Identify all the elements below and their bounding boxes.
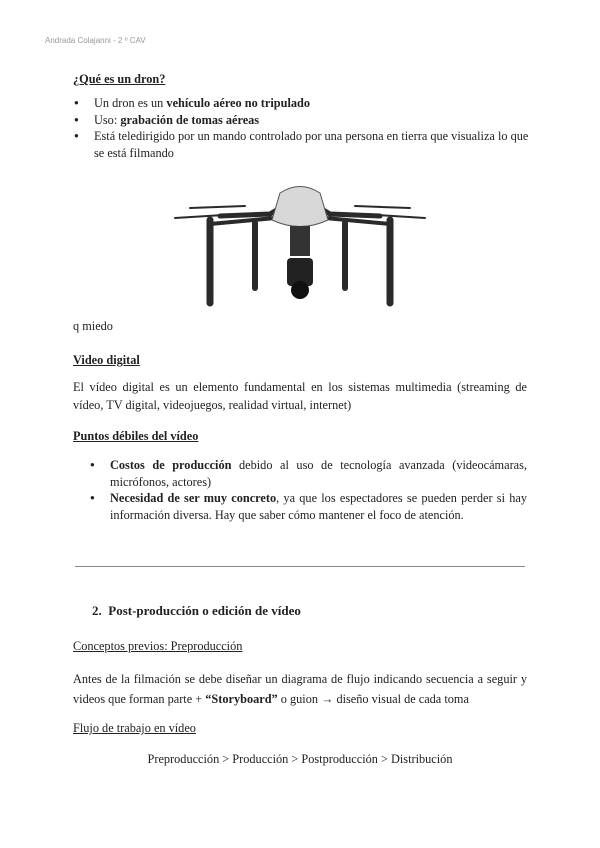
- section-title-weak: Puntos débiles del vídeo: [73, 429, 199, 443]
- divider: [75, 566, 525, 567]
- list-item: ● Está teledirigido por un mando controlado por una persona en tierra que visualiza lo que se está filmando: [74, 128, 534, 161]
- flow-text: Preproducción > Producción > Postproducción > Distribución: [147, 752, 453, 766]
- concepts-paragraph: Antes de la filmación se debe diseñar un diagrama de flujo indicando secuencia a seguir y videos que forman parte + “Storyboard” o guion → diseño visual de cada toma: [73, 672, 527, 706]
- section-title-video: Video digital: [73, 353, 140, 367]
- drone-image: [170, 178, 430, 310]
- list-item: ● Costos de producción debido al uso de tecnología avanzada (videocámaras, micrófonos, actores): [90, 457, 527, 490]
- page-header: Andrada Colajanni - 2 º CAV: [45, 36, 146, 45]
- section-2-heading: 2. Post-producción o edición de vídeo: [92, 603, 301, 618]
- weak-list: [90, 457, 527, 523]
- note-text: q miedo: [73, 319, 113, 333]
- section-title-dron: ¿Qué es un dron?: [73, 72, 166, 86]
- concepts-title: Conceptos previos: Preproducción: [73, 639, 243, 653]
- list-item: ● Uso: grabación de tomas aéreas: [74, 112, 534, 129]
- flow-title: Flujo de trabajo en vídeo: [73, 721, 196, 735]
- dron-list: [74, 95, 534, 161]
- list-item: ● Un dron es un vehículo aéreo no tripulado: [74, 95, 534, 112]
- video-paragraph: El vídeo digital es un elemento fundamental en los sistemas multimedia (streaming de vídeo, TV digital, videojuegos, realidad virtual, internet): [73, 380, 527, 412]
- list-item: ● Necesidad de ser muy concreto, ya que los espectadores se pueden perder si hay información diversa. Hay que saber cómo mantener el foco de atención.: [90, 490, 527, 523]
